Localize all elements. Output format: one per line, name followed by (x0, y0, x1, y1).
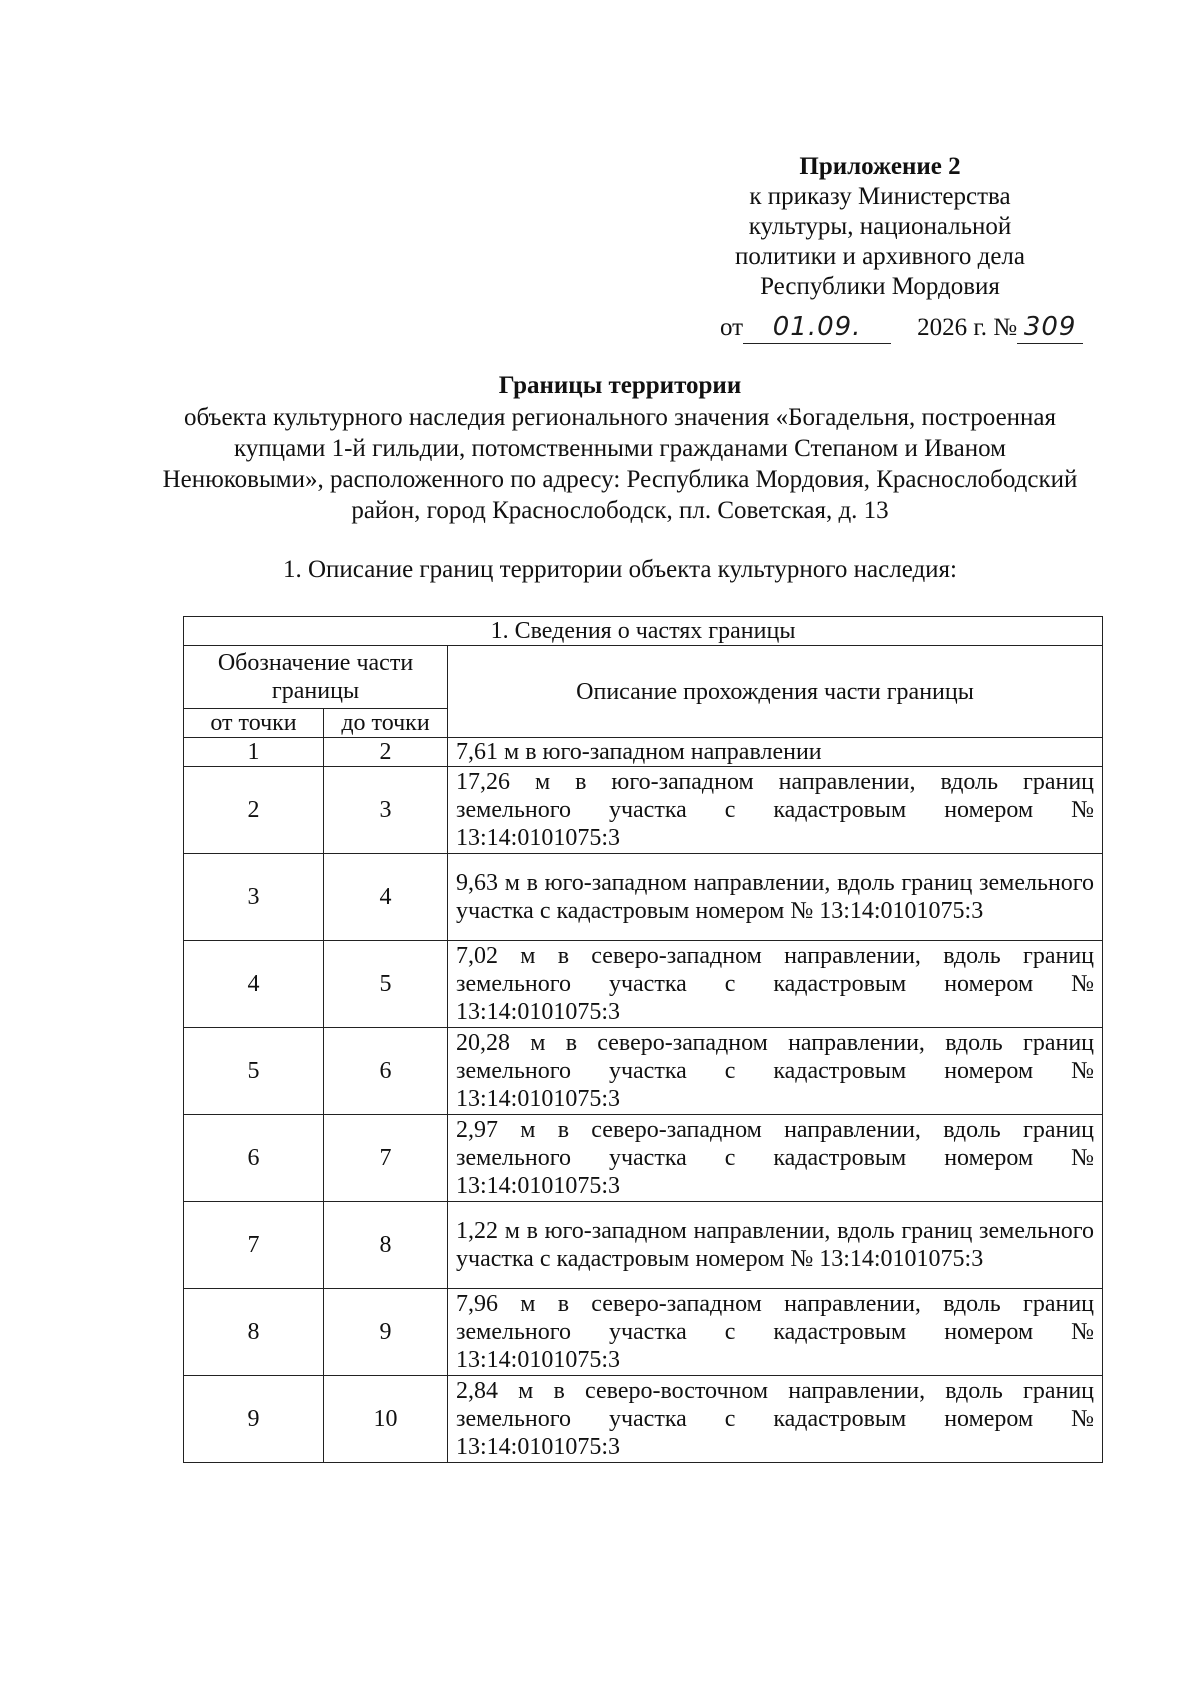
cell-description: 2,97 м в северо-западном направлении, вдоль границ земельного участка с кадастровым номером № 13:14:0101075:3 (448, 1115, 1103, 1202)
cell-from-point: 7 (184, 1202, 324, 1289)
cell-to-point: 6 (324, 1028, 448, 1115)
cell-to-point: 5 (324, 941, 448, 1028)
cell-description: 20,28 м в северо-западном направлении, вдоль границ земельного участка с кадастровым номером № 13:14:0101075:3 (448, 1028, 1103, 1115)
cell-from-point: 1 (184, 738, 324, 767)
appendix-line: Республики Мордовия (760, 273, 1000, 300)
order-date-line (720, 312, 1120, 344)
cell-description: 9,63 м в юго-западном направлении, вдоль границ земельного участка с кадастровым номером № 13:14:0101075:3 (448, 854, 1103, 941)
cell-description: 2,84 м в северо-восточном направлении, вдоль границ земельного участка с кадастровым номером № 13:14:0101075:3 (448, 1376, 1103, 1463)
document-heading (160, 370, 1080, 526)
table-row (184, 1202, 1103, 1289)
appendix-line: к приказу Министерства (749, 183, 1011, 210)
cell-to-point: 9 (324, 1289, 448, 1376)
date-prefix: от (720, 314, 744, 341)
cell-description: 7,96 м в северо-западном направлении, вдоль границ земельного участка с кадастровым номером № 13:14:0101075:3 (448, 1289, 1103, 1376)
table-row (184, 941, 1103, 1028)
table-caption: 1. Сведения о частях границы (184, 617, 1103, 646)
table-row (184, 1028, 1103, 1115)
header-col-group: Обозначение части границы (184, 646, 448, 709)
cell-to-point: 4 (324, 854, 448, 941)
appendix-title: Приложение 2 (799, 153, 961, 180)
cell-to-point: 2 (324, 738, 448, 767)
cell-description: 17,26 м в юго-западном направлении, вдоль границ земельного участка с кадастровым номером № 13:14:0101075:3 (448, 767, 1103, 854)
cell-description: 1,22 м в юго-западном направлении, вдоль границ земельного участка с кадастровым номером № 13:14:0101075:3 (448, 1202, 1103, 1289)
table-row (184, 1289, 1103, 1376)
cell-to-point: 10 (324, 1376, 448, 1463)
table-row (184, 854, 1103, 941)
cell-from-point: 2 (184, 767, 324, 854)
cell-from-point: 9 (184, 1376, 324, 1463)
heading-subtitle: объекта культурного наследия регионального значения «Богадельня, построенная купцами 1-й гильдии, потомственными гражданами Степаном и Иваном Ненюковыми», расположенного по адресу: Республика Мордовия, Краснослободский район, город Краснослободск, пл. Советская, д. 13 (162, 404, 1078, 524)
cell-from-point: 5 (184, 1028, 324, 1115)
appendix-block (690, 152, 1070, 302)
section-title: 1. Описание границ территории объекта культурного наследия: (283, 556, 957, 583)
number-blank (1017, 312, 1083, 344)
cell-from-point: 6 (184, 1115, 324, 1202)
table-row (184, 1376, 1103, 1463)
cell-description: 7,61 м в юго-западном направлении (448, 738, 1103, 767)
table-row (184, 1115, 1103, 1202)
heading-title: Границы территории (498, 372, 742, 399)
header-col-from: от точки (184, 709, 324, 738)
year-text: 2026 г. № (917, 314, 1018, 341)
handwritten-date: 01.09. (772, 312, 862, 342)
appendix-line: культуры, национальной (748, 213, 1012, 240)
cell-to-point: 3 (324, 767, 448, 854)
cell-to-point: 7 (324, 1115, 448, 1202)
cell-from-point: 8 (184, 1289, 324, 1376)
table-header-row (184, 646, 1103, 709)
table-row (184, 767, 1103, 854)
cell-to-point: 8 (324, 1202, 448, 1289)
header-col-to: до точки (324, 709, 448, 738)
header-col-desc: Описание прохождения части границы (448, 646, 1103, 738)
table-row (184, 738, 1103, 767)
cell-description: 7,02 м в северо-западном направлении, вдоль границ земельного участка с кадастровым номером № 13:14:0101075:3 (448, 941, 1103, 1028)
table-caption-row (184, 617, 1103, 646)
boundary-parts-table (183, 616, 1103, 1463)
handwritten-number: 309 (1023, 312, 1077, 342)
date-blank (743, 312, 891, 344)
cell-from-point: 3 (184, 854, 324, 941)
cell-from-point: 4 (184, 941, 324, 1028)
appendix-line: политики и архивного дела (734, 243, 1026, 270)
